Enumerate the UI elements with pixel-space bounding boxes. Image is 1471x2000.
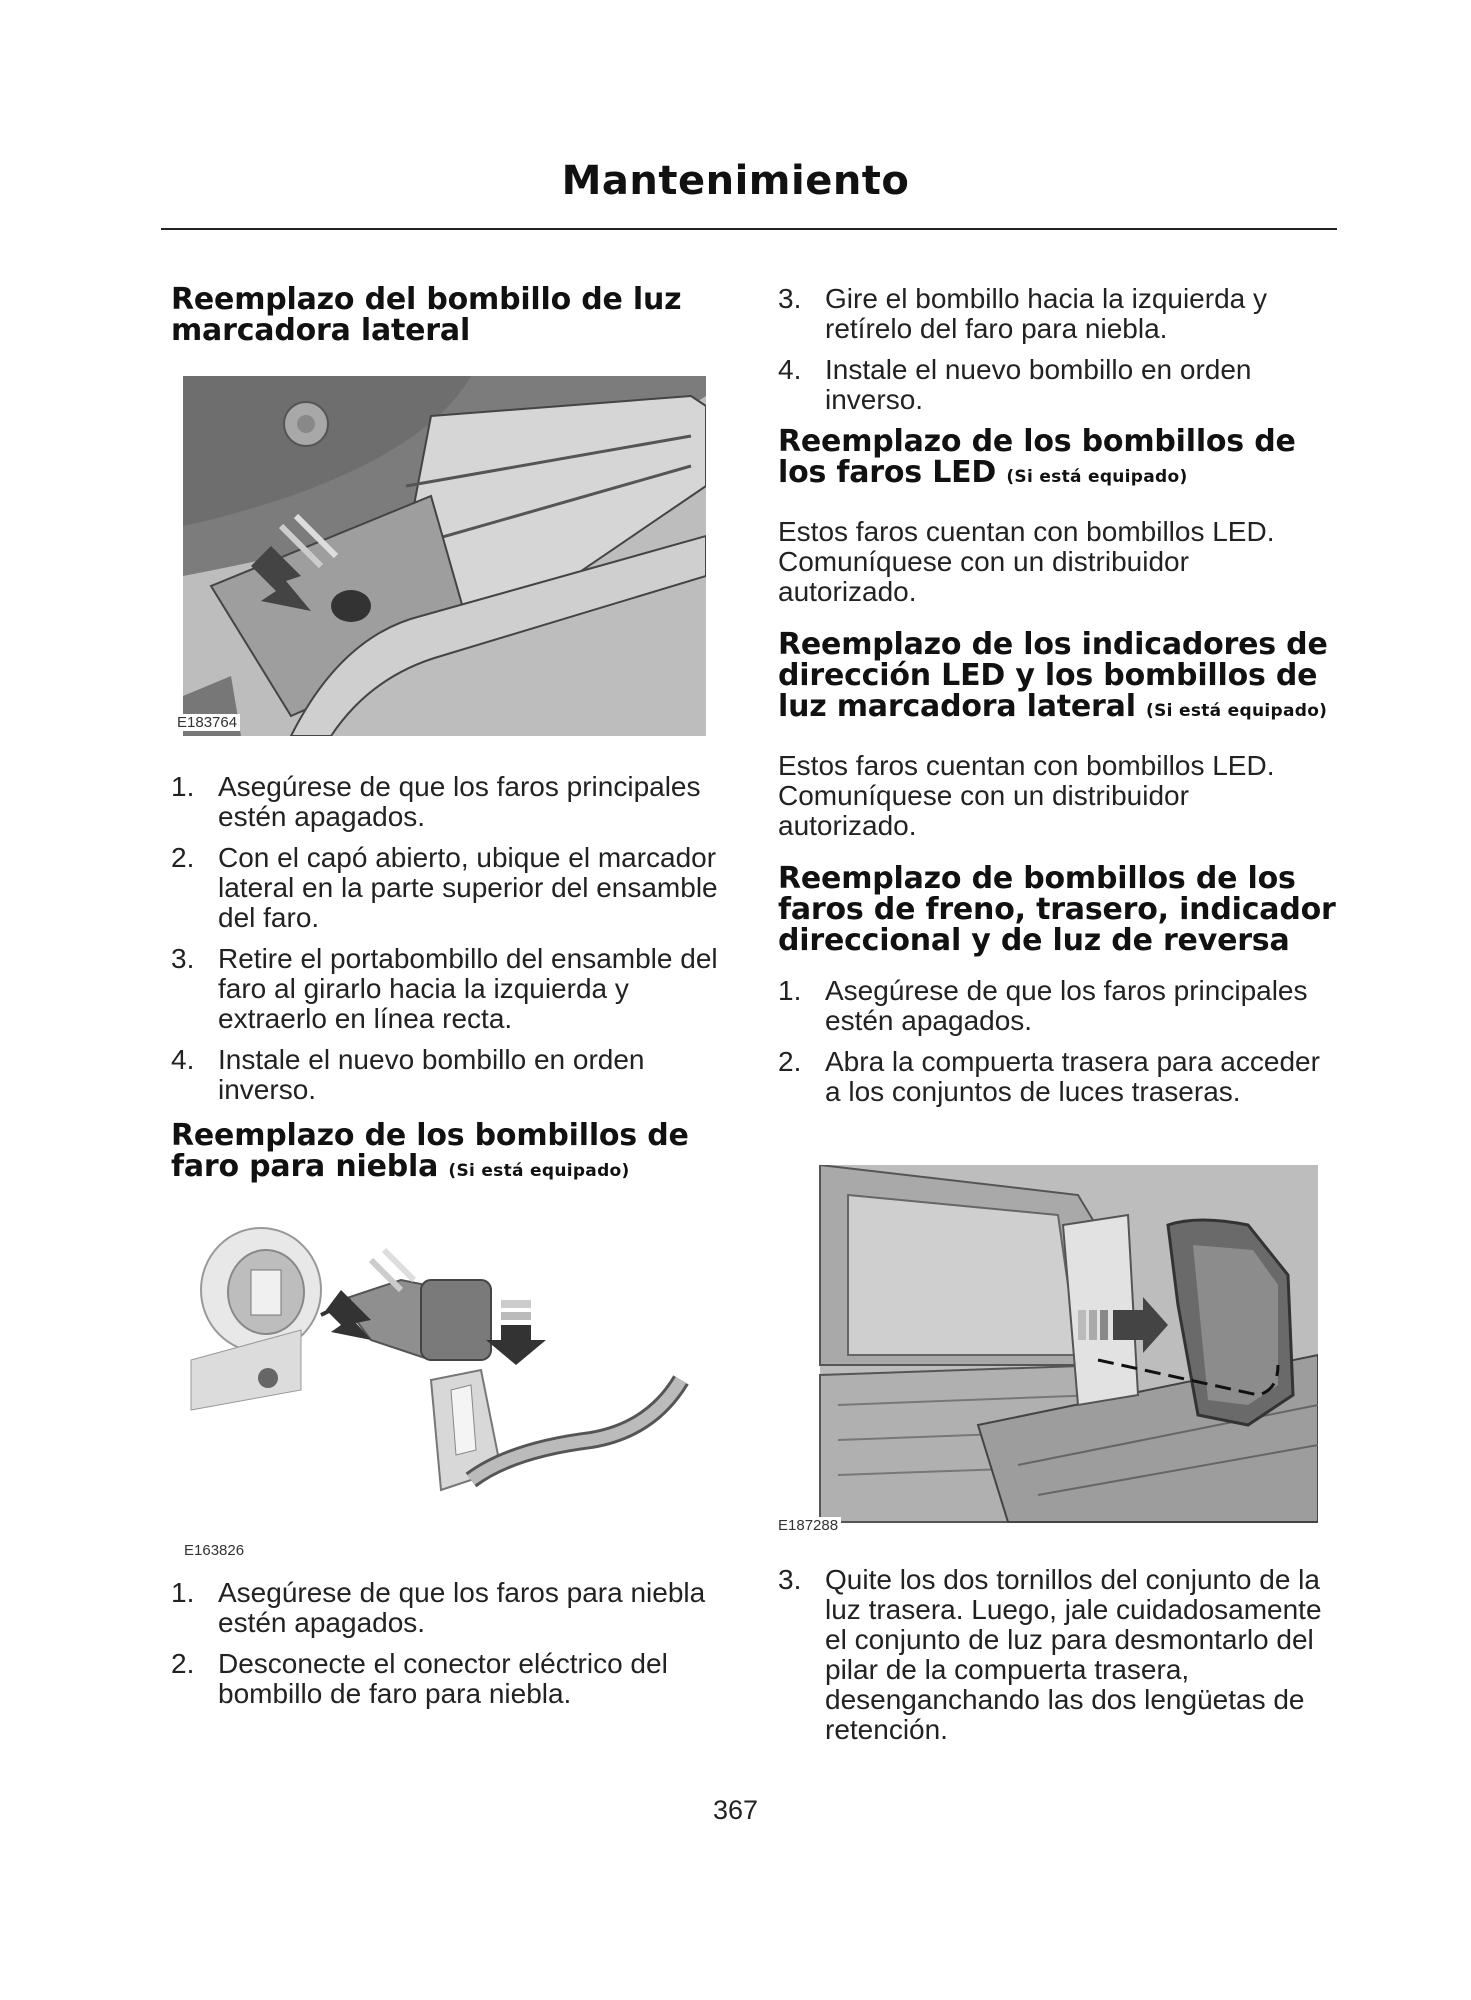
- side-marker-illustration: [171, 376, 706, 736]
- list-item: 4. Instale el nuevo bombillo en orden inverso.: [171, 1044, 645, 1105]
- figure-fog-lamp: [171, 1220, 701, 1560]
- step-list: [171, 1578, 731, 1709]
- list-item: 4. Instale el nuevo bombillo en orden inverso.: [778, 354, 1252, 415]
- list-item: 1. Asegúrese de que los faros principales estén apagados.: [778, 975, 1308, 1036]
- right-column: [778, 284, 1343, 1118]
- list-item: 2. Con el capó abierto, ubique el marcador lateral en la parte superior del ensamble del faro.: [171, 842, 718, 933]
- left-steps-1: [171, 772, 731, 1116]
- step-list: [171, 772, 731, 1105]
- section-heading-led-headlamps: Reemplazo de los bombillos de los faros LED (Si está equipado): [778, 424, 1296, 490]
- list-item: 3. Gire el bombillo hacia la izquierda y retírelo del faro para niebla.: [778, 283, 1267, 344]
- section-heading-led-indicators: Reemplazo de los indicadores de dirección LED y los bombillos de luz marcadora lateral (Si está equipado): [778, 627, 1328, 724]
- right-steps-after: [778, 1565, 1343, 1756]
- figure-code: E183764: [174, 714, 240, 731]
- left-column: [171, 284, 731, 346]
- section-heading-rear-lamps: Reemplazo de bombillos de los faros de freno, trasero, indicador direccional y de luz de reversa: [778, 861, 1336, 958]
- list-item: 1. Asegúrese de que los faros principales estén apagados.: [171, 771, 701, 832]
- list-item: 2. Abra la compuerta trasera para acceder a los conjuntos de luces traseras.: [778, 1046, 1320, 1107]
- paragraph: Estos faros cuentan con bombillos LED. Comuníquese con un distribuidor autorizado.: [778, 750, 1275, 841]
- list-item: 3. Quite los dos tornillos del conjunto de la luz trasera. Luego, jale cuidadosamente el conjunto de luz para desmontarlo del pilar de la compuerta trasera, desenganchando las dos lengüetas de retención.: [778, 1564, 1322, 1745]
- figure-rear-lamp: [778, 1165, 1318, 1540]
- figure-side-marker: [171, 376, 706, 736]
- step-list: [778, 284, 1343, 415]
- list-item: 1. Asegúrese de que los faros para niebla estén apagados.: [171, 1577, 706, 1638]
- left-section-2: [171, 1120, 731, 1187]
- list-item: 3. Retire el portabombillo del ensamble del faro al girarlo hacia la izquierda y extraerlo en línea recta.: [171, 943, 718, 1034]
- fog-lamp-illustration: [171, 1220, 701, 1560]
- list-item: 2. Desconecte el conector eléctrico del bombillo de faro para niebla.: [171, 1648, 668, 1709]
- figure-code: E187288: [778, 1517, 841, 1534]
- rear-lamp-illustration: [778, 1165, 1318, 1540]
- page-title: Mantenimiento: [561, 158, 910, 204]
- step-list: [778, 1565, 1343, 1745]
- step-list: [778, 976, 1343, 1107]
- section-heading-side-marker: Reemplazo del bombillo de luz marcadora lateral: [171, 282, 682, 348]
- paragraph: Estos faros cuentan con bombillos LED. Comuníquese con un distribuidor autorizado.: [778, 516, 1275, 607]
- section-heading-fog-lamp: Reemplazo de los bombillos de faro para niebla (Si está equipado): [171, 1118, 689, 1184]
- left-steps-2: [171, 1578, 731, 1720]
- page-number: 367: [712, 1795, 759, 1825]
- figure-code: E163826: [181, 1542, 247, 1559]
- title-rule: [161, 228, 1337, 230]
